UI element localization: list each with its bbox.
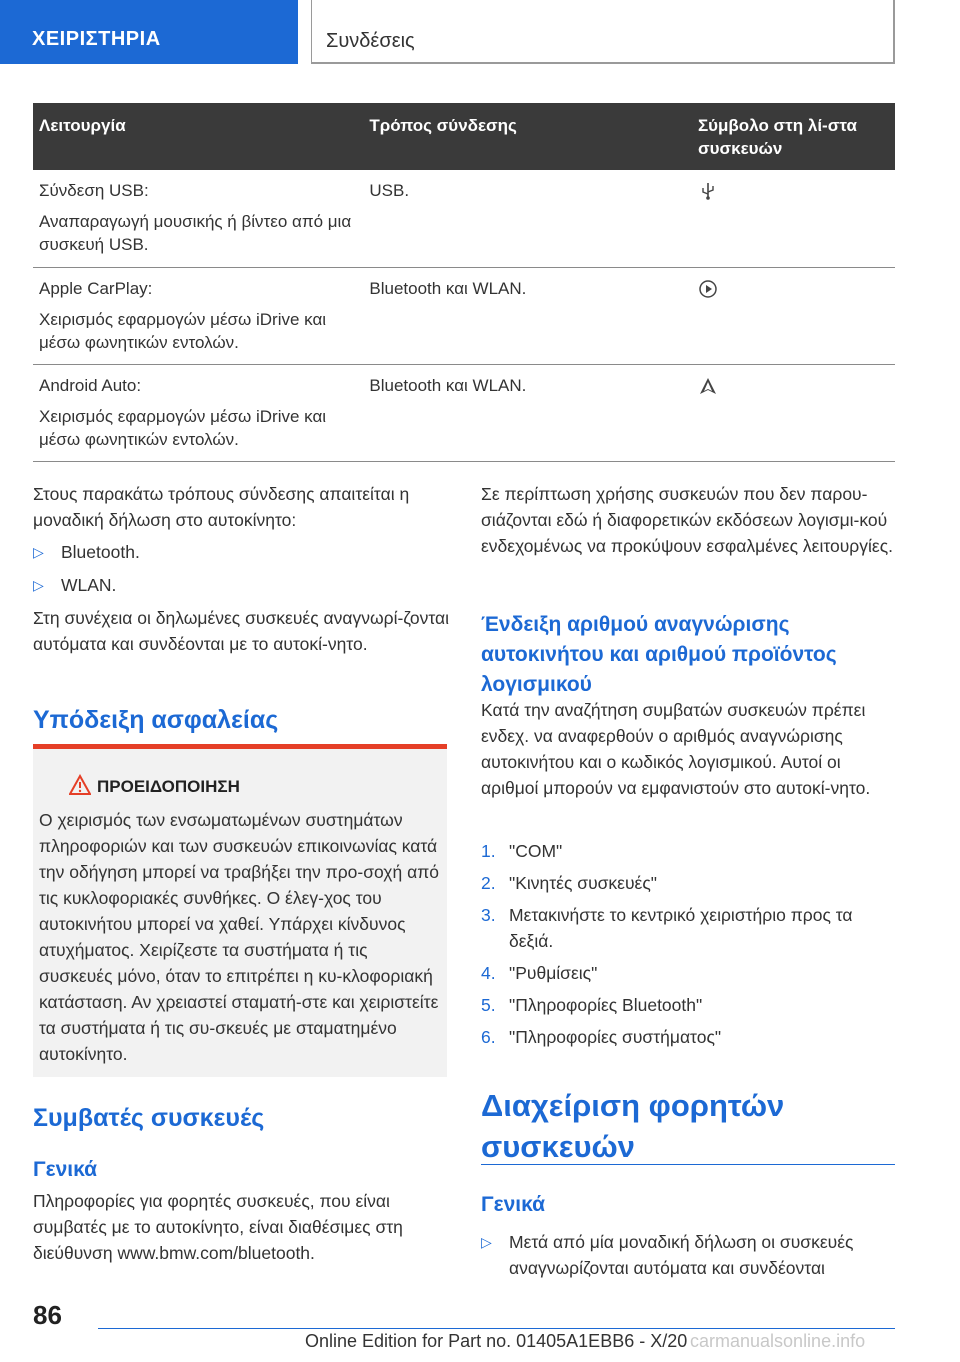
table-header-symbol: Σύμβολο στη λί‐στα συσκευών [692,103,895,170]
list-item: 4. "Ρυθμίσεις" [481,963,598,983]
list-item: ▷ WLAN. [33,572,449,598]
row-method: Bluetooth και WLAN. [363,267,692,364]
row-desc: Χειρισμός εφαρμογών μέσω iDrive και μέσω φωνητικών εντολών. [39,406,327,449]
table-cell-function [33,364,363,461]
list-item: 6. "Πληροφορίες συστήματος" [481,1027,722,1047]
table-row [33,267,895,364]
list-item: 1. "COM" [481,841,563,861]
general-text-left: Πληροφορίες για φορητές συσκευές, που είναι συμβατές με το αυτοκίνητο, είναι διαθέσιμες στη διεύθυνση www.bmw.com/bluetooth. [33,1191,403,1263]
left-column-top [33,481,449,657]
warning-box [33,744,447,1077]
warning-text: Ο χειρισμός των ενσωματωμένων συστημάτων πληροφοριών και των συσκευών επικοινωνίας κατά την οδήγηση μπορεί να τραβήξει την προ‐σοχή από τις κυκλοφοριακές συνθήκες. Ο έλεγ‐χος του αυτοκινήτου μπορεί να χαθεί. Υπάρχει κίνδυνος ατυχήματος. Χειρίζεστε τα συστήματα ή τις συσκευές μόνο, όταν το επιτρέπει η κυ‐κλοφοριακή κατάσταση. Αν χρειαστεί σταματή‐στε και χειριστείτε τα συστήματα ή τις συ‐σκευές με σταματημένο αυτοκίνητο. [39,810,440,1064]
general-list-right [481,1229,897,1281]
header-section-tab [0,0,298,64]
triangle-bullet-icon: ▷ [33,577,44,593]
table-header-row [33,103,895,170]
row-name: Σύνδεση USB: [39,181,149,200]
id-text: Κατά την αναζήτηση συμβατών συσκευών πρέπει ενδεχ. να αναφερθούν ο αριθμός αναγνώρισης αυτοκινήτου και ο κωδικός λογισμικού. Αυτοί οι αριθμοί μπορούν να εμφανιστούν στο αυτοκί‐νητο. [481,700,871,798]
left-after: Στη συνέχεια οι δηλωμένες συσκευές αναγνωρί‐ζονται αυτόματα και συνδέονται με το αυτοκί‐νητο. [33,608,450,654]
row-name: Apple CarPlay: [39,278,153,298]
triangle-bullet-icon: ▷ [33,544,44,560]
manage-devices-heading: Διαχείριση φορητών συσκευών [481,1088,785,1164]
list-item: 5. "Πληροφορίες Bluetooth" [481,995,703,1015]
footer-edition: Online Edition for Part no. 01405A1EBB6 - X/20 [305,1331,688,1351]
row-desc: Χειρισμός εφαρμογών μέσω iDrive και μέσω φωνητικών εντολών. [39,309,327,352]
footer-divider [98,1328,895,1329]
warning-title: ΠΡΟΕΙΔΟΠΟΙΗΣΗ [97,777,240,796]
row-method: Bluetooth και WLAN. [363,364,692,461]
table-row [33,364,895,461]
row-method: USB. [363,170,692,267]
table-header-connection: Τρόπος σύνδεσης [363,103,692,170]
connections-table [33,103,895,462]
table-header-function: Λειτουργία [33,103,363,170]
list-item: 2. "Κινητές συσκευές" [481,873,658,893]
row-name: Android Auto: [39,375,142,395]
header-chapter-title: Συνδέσεις [326,30,415,52]
id-heading: Ένδειξη αριθμού αναγνώρισης αυτοκινήτου και αριθμού προϊόντος λογισμικού [481,613,837,696]
list-item: ▷ Μετά από μία μοναδική δήλωση οι συσκευές αναγνωρίζονται αυτόματα και συνδέονται [481,1229,897,1281]
table-cell-symbol [692,364,895,461]
watermark: carmanualsonline.info [690,1331,866,1351]
compatible-devices-heading: Συμβατές συσκευές [33,1104,265,1132]
steps-list [481,838,897,1050]
left-intro: Στους παρακάτω τρόπους σύνδεσης απαιτείται η μοναδική δήλωση στο αυτοκίνητο: [33,484,410,530]
list-item: 3. Μετακινήστε το κεντρικό χειριστήριο προς τα δεξιά. [481,905,853,951]
usb-icon [698,181,718,201]
table-cell-function [33,170,363,267]
triangle-bullet-icon: ▷ [481,1234,492,1250]
table-cell-symbol [692,170,895,267]
list-item: ▷ Bluetooth. [33,539,449,565]
general-heading-left: Γενικά [33,1158,98,1181]
table-cell-symbol [692,267,895,364]
general-heading-right: Γενικά [481,1193,546,1216]
right-intro: Σε περίπτωση χρήσης συσκευών που δεν παρου‐σιάζονται εδώ ή διαφορετικών εκδόσεων λογισμι‐κού ενδεχομένως να προκύψουν εσφαλμένες λειτουργίες. [481,484,893,556]
warning-triangle-icon [69,774,91,796]
table-cell-function [33,267,363,364]
header-section-title: ΧΕΙΡΙΣΤΗΡΙΑ [32,28,161,50]
carplay-icon [698,279,718,299]
heading-divider [481,1164,895,1165]
row-desc: Αναπαραγωγή μουσικής ή βίντεο από μια συσκευή USB. [39,212,352,254]
safety-heading: Υπόδειξη ασφαλείας [33,706,279,734]
page-number: 86 [33,1300,62,1330]
header-chapter-box [311,0,895,64]
android-auto-icon [698,376,718,396]
table-row [33,170,895,267]
